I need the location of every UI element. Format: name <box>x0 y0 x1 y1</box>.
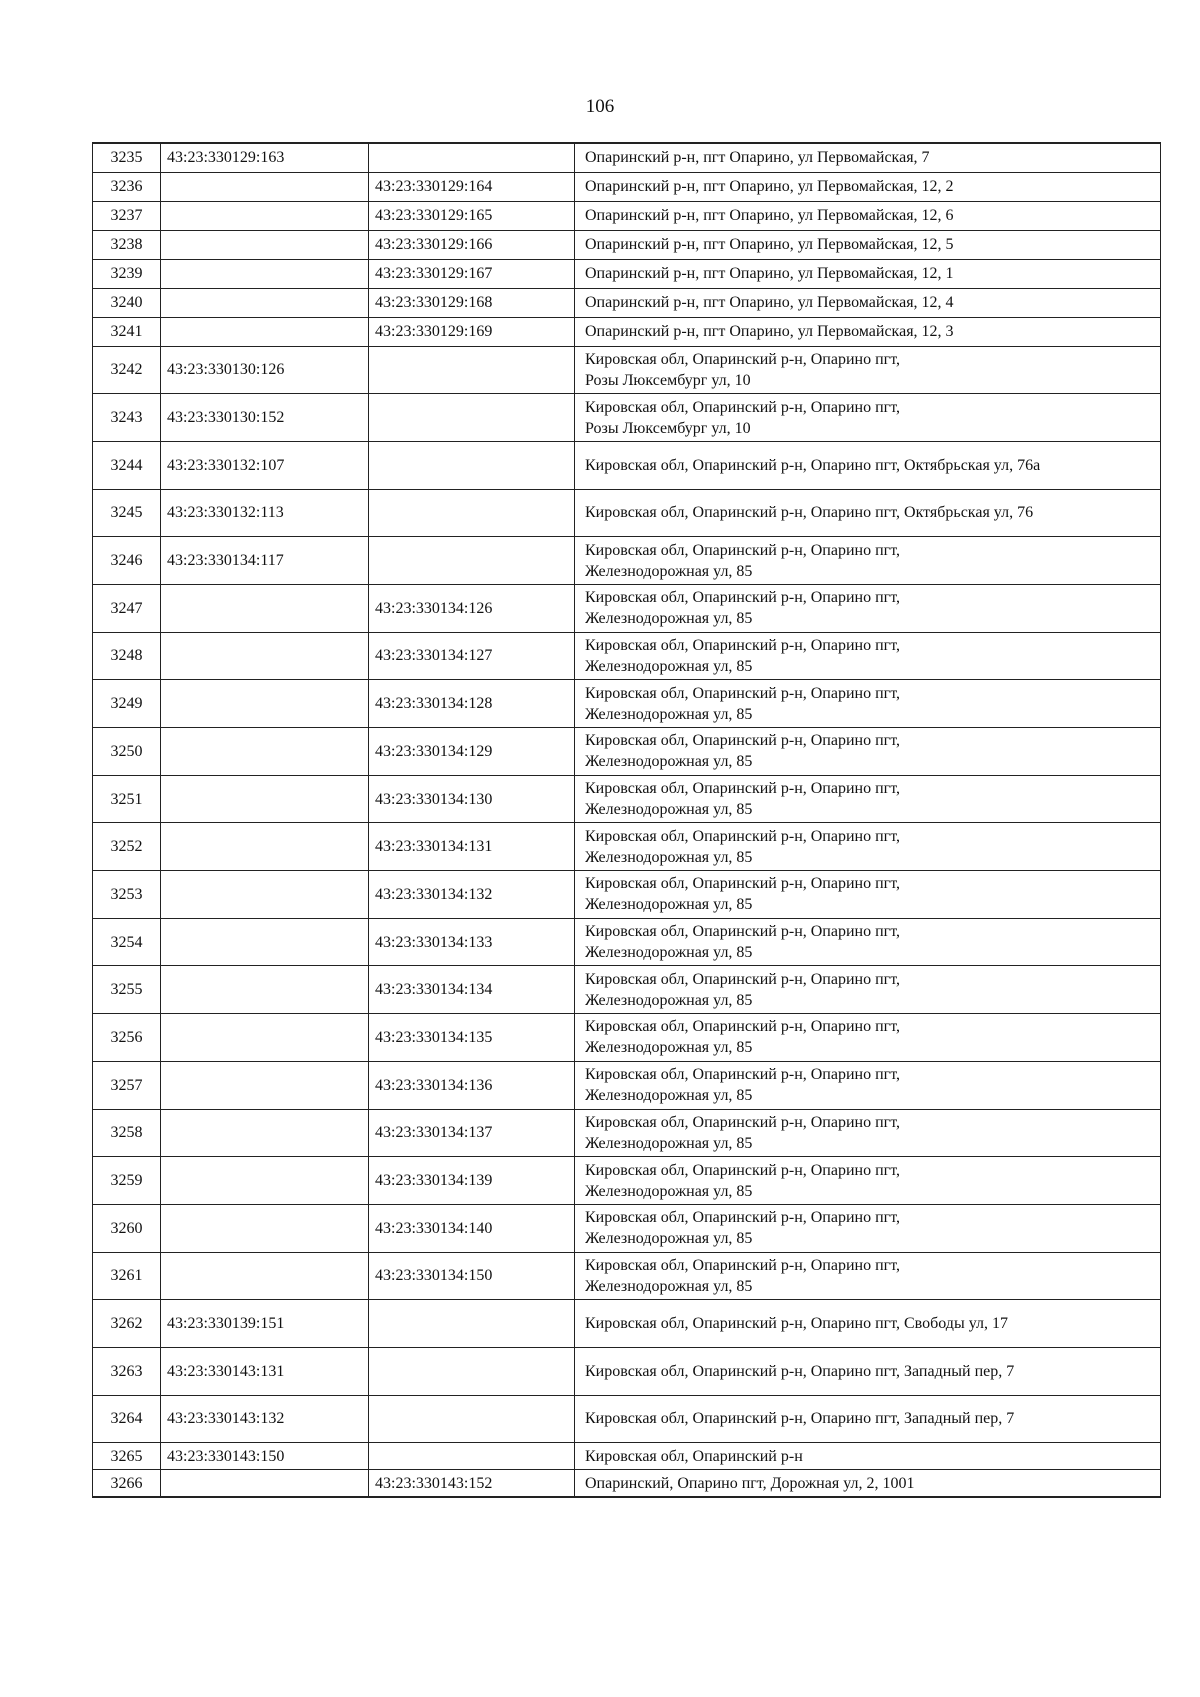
address-cell <box>575 288 1161 317</box>
address-line: Железнодорожная ул, 85 <box>585 1087 753 1105</box>
table-row <box>93 1014 1161 1062</box>
address-line: Железнодорожная ул, 85 <box>585 562 753 580</box>
cadastral-number-secondary <box>369 346 575 394</box>
cadastral-number-primary <box>161 1252 369 1300</box>
cadastral-number-secondary: 43:23:330134:126 <box>369 584 575 632</box>
row-number: 3255 <box>93 966 161 1014</box>
cadastral-number-primary <box>161 230 369 259</box>
cadastral-number-secondary: 43:23:330134:137 <box>369 1109 575 1157</box>
row-number: 3249 <box>93 680 161 728</box>
address-line: Железнодорожная ул, 85 <box>585 848 753 866</box>
address-cell <box>575 966 1161 1014</box>
address-line: Опаринский, Опарино пгт, Дорожная ул, 2, 1001 <box>585 1474 915 1492</box>
row-number: 3263 <box>93 1347 161 1395</box>
cadastral-number-secondary: 43:23:330134:136 <box>369 1061 575 1109</box>
table-row <box>93 680 1161 728</box>
cadastral-number-primary: 43:23:330139:151 <box>161 1300 369 1348</box>
table-row <box>93 918 1161 966</box>
row-number: 3247 <box>93 584 161 632</box>
address-cell <box>575 317 1161 346</box>
cadastral-number-secondary: 43:23:330134:128 <box>369 680 575 728</box>
address-cell <box>575 537 1161 585</box>
address-line: Кировская обл, Опаринский р-н, Опарино пгт, <box>585 970 901 988</box>
address-line: Железнодорожная ул, 85 <box>585 1134 753 1152</box>
address-line: Железнодорожная ул, 85 <box>585 801 753 819</box>
address-line: Железнодорожная ул, 85 <box>585 1230 753 1248</box>
cadastral-number-secondary <box>369 537 575 585</box>
cadastral-number-primary: 43:23:330132:107 <box>161 441 369 489</box>
cadastral-number-secondary: 43:23:330129:165 <box>369 201 575 230</box>
cadastral-number-secondary: 43:23:330134:129 <box>369 728 575 776</box>
cadastral-number-primary <box>161 172 369 201</box>
address-line: Опаринский р-н, пгт Опарино, ул Первомайская, 12, 5 <box>585 236 954 253</box>
table-row <box>93 537 1161 585</box>
cadastral-number-primary: 43:23:330132:113 <box>161 489 369 537</box>
row-number: 3251 <box>93 775 161 823</box>
address-line: Кировская обл, Опаринский р-н, Опарино пгт, <box>585 875 901 893</box>
table-row <box>93 489 1161 537</box>
address-line: Железнодорожная ул, 85 <box>585 753 753 771</box>
cadastral-number-primary: 43:23:330143:150 <box>161 1443 369 1470</box>
cadastral-number-primary <box>161 632 369 680</box>
table-row <box>93 1252 1161 1300</box>
table-row <box>93 871 1161 919</box>
table-row <box>93 1300 1161 1348</box>
registry-table <box>92 142 1161 1498</box>
table-row <box>93 441 1161 489</box>
table-row <box>93 584 1161 632</box>
row-number: 3256 <box>93 1014 161 1062</box>
address-line: Железнодорожная ул, 85 <box>585 1182 753 1200</box>
address-line: Кировская обл, Опаринский р-н, Опарино пгт, <box>585 827 901 845</box>
row-number: 3248 <box>93 632 161 680</box>
address-line: Розы Люксембург ул, 10 <box>585 371 751 389</box>
cadastral-number-secondary: 43:23:330134:150 <box>369 1252 575 1300</box>
address-line: Кировская обл, Опаринский р-н, Опарино пгт, Октябрьская ул, 76а <box>585 456 1041 474</box>
address-cell <box>575 394 1161 442</box>
table-row <box>93 346 1161 394</box>
address-cell <box>575 230 1161 259</box>
cadastral-number-primary <box>161 1014 369 1062</box>
address-line: Кировская обл, Опаринский р-н, Опарино пгт, <box>585 1256 901 1274</box>
row-number: 3254 <box>93 918 161 966</box>
address-line: Кировская обл, Опаринский р-н, Опарино пгт, <box>585 923 901 941</box>
address-line: Кировская обл, Опаринский р-н, Опарино пгт, <box>585 350 901 368</box>
address-cell <box>575 1061 1161 1109</box>
table-row <box>93 288 1161 317</box>
row-number: 3237 <box>93 201 161 230</box>
table-row <box>93 317 1161 346</box>
cadastral-number-primary <box>161 823 369 871</box>
address-line: Железнодорожная ул, 85 <box>585 1039 753 1057</box>
row-number: 3262 <box>93 1300 161 1348</box>
cadastral-number-secondary: 43:23:330129:167 <box>369 259 575 288</box>
cadastral-number-secondary: 43:23:330134:134 <box>369 966 575 1014</box>
cadastral-number-secondary: 43:23:330129:169 <box>369 317 575 346</box>
address-cell <box>575 1204 1161 1252</box>
cadastral-number-secondary <box>369 441 575 489</box>
address-cell <box>575 1347 1161 1395</box>
table-row <box>93 1470 1161 1497</box>
row-number: 3266 <box>93 1470 161 1497</box>
row-number: 3250 <box>93 728 161 776</box>
table-row <box>93 632 1161 680</box>
row-number: 3265 <box>93 1443 161 1470</box>
row-number: 3252 <box>93 823 161 871</box>
row-number: 3244 <box>93 441 161 489</box>
table-row <box>93 230 1161 259</box>
address-line: Кировская обл, Опаринский р-н, Опарино пгт, <box>585 636 901 654</box>
cadastral-number-primary <box>161 966 369 1014</box>
cadastral-number-primary <box>161 1157 369 1205</box>
address-cell <box>575 728 1161 776</box>
cadastral-number-secondary: 43:23:330134:130 <box>369 775 575 823</box>
address-cell <box>575 918 1161 966</box>
row-number: 3258 <box>93 1109 161 1157</box>
row-number: 3261 <box>93 1252 161 1300</box>
cadastral-number-secondary <box>369 143 575 172</box>
table-row <box>93 201 1161 230</box>
table-row <box>93 1347 1161 1395</box>
address-line: Железнодорожная ул, 85 <box>585 657 753 675</box>
row-number: 3257 <box>93 1061 161 1109</box>
address-line: Кировская обл, Опаринский р-н <box>585 1447 803 1465</box>
cadastral-number-primary: 43:23:330130:126 <box>161 346 369 394</box>
address-line: Опаринский р-н, пгт Опарино, ул Первомайская, 12, 4 <box>585 294 954 311</box>
cadastral-number-primary: 43:23:330143:131 <box>161 1347 369 1395</box>
address-line: Кировская обл, Опаринский р-н, Опарино пгт, <box>585 1018 901 1036</box>
table-row <box>93 259 1161 288</box>
address-line: Кировская обл, Опаринский р-н, Опарино пгт, <box>585 780 901 798</box>
table-row <box>93 1204 1161 1252</box>
address-cell <box>575 172 1161 201</box>
registry-table-body <box>93 143 1161 1497</box>
address-line: Кировская обл, Опаринский р-н, Опарино пгт, Октябрьская ул, 76 <box>585 504 1034 522</box>
address-cell <box>575 1109 1161 1157</box>
table-row <box>93 143 1161 172</box>
cadastral-number-primary <box>161 201 369 230</box>
row-number: 3245 <box>93 489 161 537</box>
address-cell <box>575 1252 1161 1300</box>
table-row <box>93 966 1161 1014</box>
table-row <box>93 1157 1161 1205</box>
address-line: Железнодорожная ул, 85 <box>585 610 753 628</box>
address-line: Кировская обл, Опаринский р-н, Опарино пгт, <box>585 589 901 607</box>
cadastral-number-primary: 43:23:330143:132 <box>161 1395 369 1443</box>
row-number: 3241 <box>93 317 161 346</box>
cadastral-number-primary: 43:23:330129:163 <box>161 143 369 172</box>
address-line: Кировская обл, Опаринский р-н, Опарино пгт, <box>585 1161 901 1179</box>
cadastral-number-secondary: 43:23:330143:152 <box>369 1470 575 1497</box>
address-line: Кировская обл, Опаринский р-н, Опарино пгт, <box>585 684 901 702</box>
address-cell <box>575 1300 1161 1348</box>
address-cell <box>575 871 1161 919</box>
table-row <box>93 1443 1161 1470</box>
address-cell <box>575 775 1161 823</box>
table-row <box>93 728 1161 776</box>
address-cell <box>575 823 1161 871</box>
address-line: Железнодорожная ул, 85 <box>585 896 753 914</box>
cadastral-number-primary <box>161 1470 369 1497</box>
table-row <box>93 1109 1161 1157</box>
cadastral-number-secondary <box>369 394 575 442</box>
address-cell <box>575 201 1161 230</box>
address-cell <box>575 1157 1161 1205</box>
row-number: 3239 <box>93 259 161 288</box>
cadastral-number-secondary: 43:23:330134:140 <box>369 1204 575 1252</box>
cadastral-number-primary <box>161 288 369 317</box>
address-line: Железнодорожная ул, 85 <box>585 991 753 1009</box>
address-line: Железнодорожная ул, 85 <box>585 944 753 962</box>
address-line: Кировская обл, Опаринский р-н, Опарино пгт, <box>585 732 901 750</box>
cadastral-number-secondary: 43:23:330134:133 <box>369 918 575 966</box>
cadastral-number-primary <box>161 871 369 919</box>
address-line: Опаринский р-н, пгт Опарино, ул Первомайская, 12, 3 <box>585 323 954 340</box>
address-line: Железнодорожная ул, 85 <box>585 705 753 723</box>
cadastral-number-secondary <box>369 489 575 537</box>
table-row <box>93 823 1161 871</box>
row-number: 3240 <box>93 288 161 317</box>
cadastral-number-primary <box>161 1109 369 1157</box>
cadastral-number-primary <box>161 584 369 632</box>
address-line: Опаринский р-н, пгт Опарино, ул Первомайская, 12, 1 <box>585 265 954 282</box>
address-line: Кировская обл, Опаринский р-н, Опарино пгт, Западный пер, 7 <box>585 1362 1015 1380</box>
row-number: 3236 <box>93 172 161 201</box>
cadastral-number-secondary: 43:23:330134:139 <box>369 1157 575 1205</box>
cadastral-number-secondary: 43:23:330129:164 <box>369 172 575 201</box>
cadastral-number-primary <box>161 1204 369 1252</box>
cadastral-number-secondary <box>369 1347 575 1395</box>
table-row <box>93 775 1161 823</box>
row-number: 3243 <box>93 394 161 442</box>
address-cell <box>575 1395 1161 1443</box>
cadastral-number-primary: 43:23:330130:152 <box>161 394 369 442</box>
cadastral-number-secondary: 43:23:330129:166 <box>369 230 575 259</box>
address-cell <box>575 259 1161 288</box>
cadastral-number-primary <box>161 1061 369 1109</box>
row-number: 3238 <box>93 230 161 259</box>
address-cell <box>575 1014 1161 1062</box>
address-cell <box>575 584 1161 632</box>
address-cell <box>575 346 1161 394</box>
address-cell <box>575 1470 1161 1497</box>
address-line: Кировская обл, Опаринский р-н, Опарино пгт, Свободы ул, 17 <box>585 1315 1008 1333</box>
cadastral-number-primary <box>161 680 369 728</box>
address-cell <box>575 489 1161 537</box>
table-row <box>93 1061 1161 1109</box>
cadastral-number-secondary <box>369 1300 575 1348</box>
cadastral-number-secondary: 43:23:330134:131 <box>369 823 575 871</box>
address-line: Кировская обл, Опаринский р-н, Опарино пгт, <box>585 541 901 559</box>
cadastral-number-secondary: 43:23:330129:168 <box>369 288 575 317</box>
address-cell <box>575 143 1161 172</box>
row-number: 3235 <box>93 143 161 172</box>
address-line: Кировская обл, Опаринский р-н, Опарино пгт, <box>585 1066 901 1084</box>
cadastral-number-primary <box>161 317 369 346</box>
row-number: 3259 <box>93 1157 161 1205</box>
cadastral-number-secondary <box>369 1395 575 1443</box>
row-number: 3253 <box>93 871 161 919</box>
cadastral-number-secondary: 43:23:330134:127 <box>369 632 575 680</box>
address-line: Опаринский р-н, пгт Опарино, ул Первомайская, 12, 2 <box>585 178 954 195</box>
address-cell <box>575 1443 1161 1470</box>
table-row <box>93 394 1161 442</box>
cadastral-number-secondary <box>369 1443 575 1470</box>
row-number: 3246 <box>93 537 161 585</box>
cadastral-number-primary <box>161 728 369 776</box>
page-number: 106 <box>585 96 615 117</box>
row-number: 3260 <box>93 1204 161 1252</box>
address-cell <box>575 632 1161 680</box>
cadastral-number-primary <box>161 259 369 288</box>
address-cell <box>575 441 1161 489</box>
cadastral-number-primary <box>161 775 369 823</box>
row-number: 3264 <box>93 1395 161 1443</box>
cadastral-number-primary: 43:23:330134:117 <box>161 537 369 585</box>
row-number: 3242 <box>93 346 161 394</box>
address-line: Опаринский р-н, пгт Опарино, ул Первомайская, 7 <box>585 149 930 167</box>
address-cell <box>575 680 1161 728</box>
cadastral-number-primary <box>161 918 369 966</box>
address-line: Кировская обл, Опаринский р-н, Опарино пгт, Западный пер, 7 <box>585 1410 1015 1428</box>
table-row <box>93 1395 1161 1443</box>
address-line: Кировская обл, Опаринский р-н, Опарино пгт, <box>585 1209 901 1227</box>
cadastral-number-secondary: 43:23:330134:135 <box>369 1014 575 1062</box>
address-line: Опаринский р-н, пгт Опарино, ул Первомайская, 12, 6 <box>585 207 954 224</box>
address-line: Кировская обл, Опаринский р-н, Опарино пгт, <box>585 1113 901 1131</box>
table-row <box>93 172 1161 201</box>
address-line: Кировская обл, Опаринский р-н, Опарино пгт, <box>585 398 901 416</box>
address-line: Железнодорожная ул, 85 <box>585 1277 753 1295</box>
cadastral-number-secondary: 43:23:330134:132 <box>369 871 575 919</box>
address-line: Розы Люксембург ул, 10 <box>585 419 751 437</box>
